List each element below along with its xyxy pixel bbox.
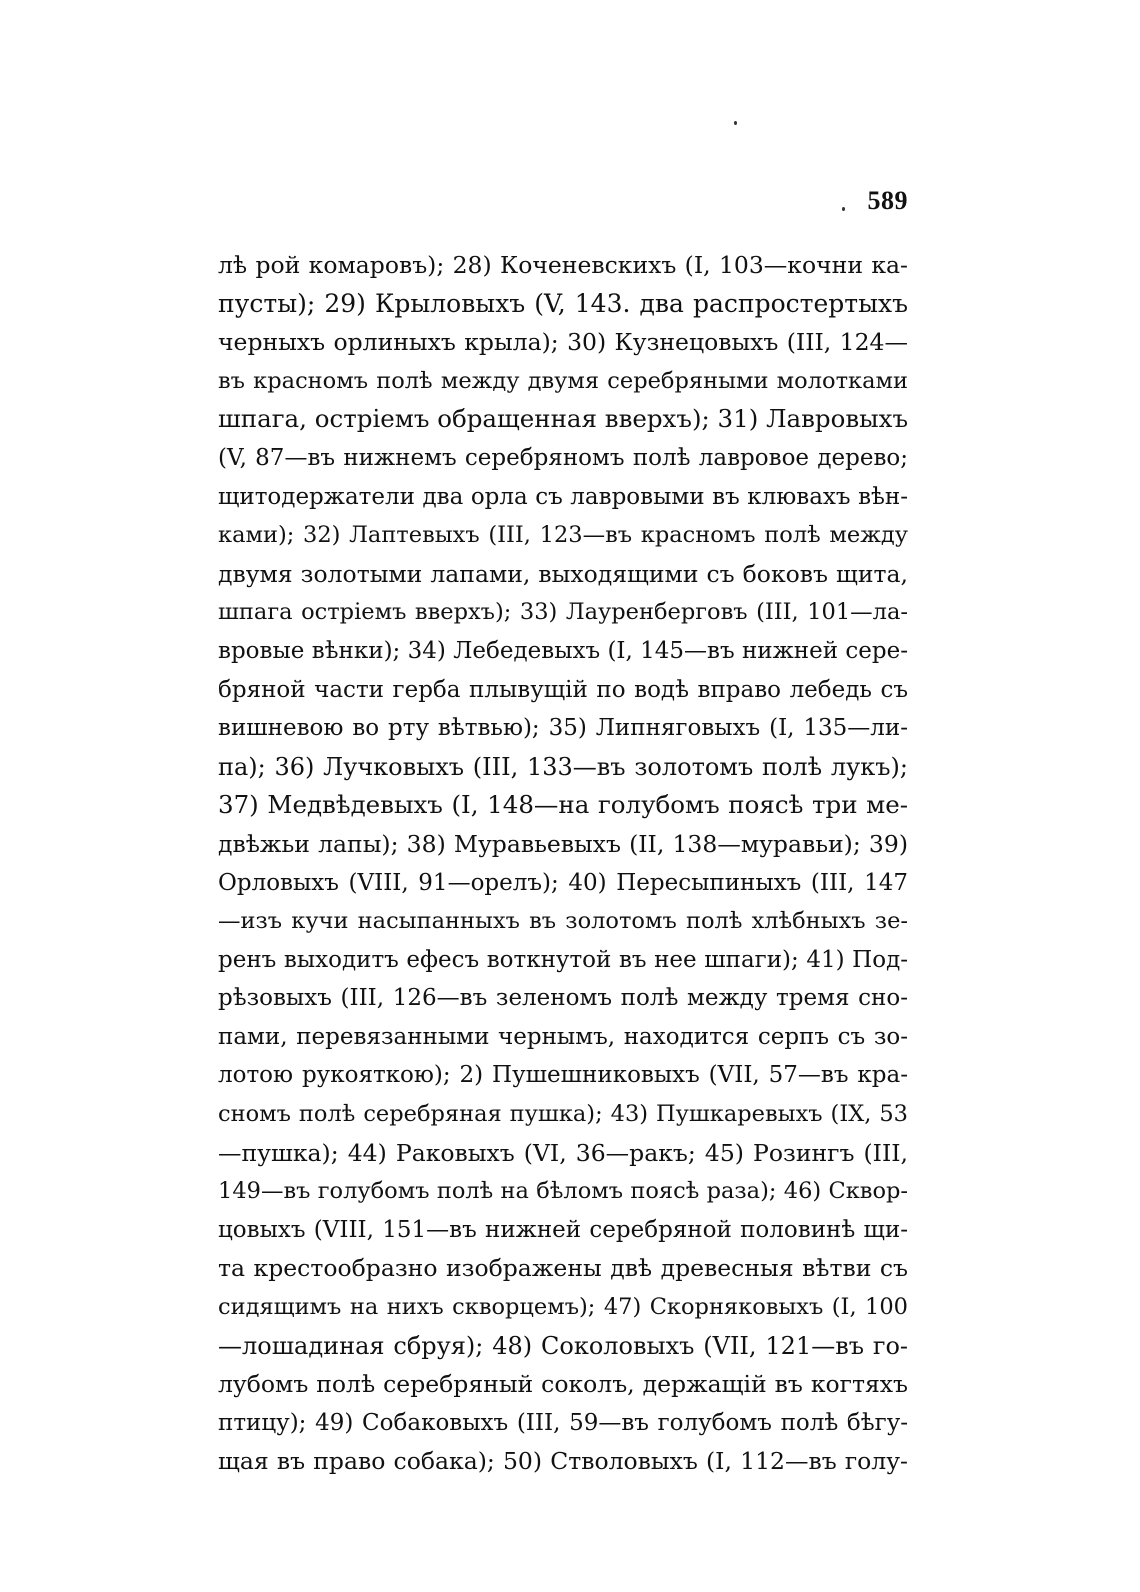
page-number: 589 <box>867 186 908 215</box>
text-line: шпага, остріемъ обращенная вверхъ); 31) Лавровыхъ <box>218 404 908 434</box>
text-line: сномъ полѣ серебряная пушка); 43) Пушкаревыхъ (IX, 53 <box>218 1101 908 1128</box>
text-line: въ красномъ полѣ между двумя серебряными молотками <box>218 367 908 394</box>
print-speck <box>734 121 737 125</box>
text-line: Орловыхъ (VIII, 91—орелъ); 40) Пересыпиныхъ (III, 147 <box>218 869 908 896</box>
text-line: цовыхъ (VIII, 151—въ нижней серебряной половинѣ щи- <box>218 1216 908 1243</box>
text-line: лубомъ полѣ серебряный соколъ, держащій въ когтяхъ <box>218 1370 908 1399</box>
text-line: па); 36) Лучковыхъ (III, 133—въ золотомъ полѣ лукъ); <box>218 752 908 781</box>
text-line: 37) Медвѣдевыхъ (I, 148—на голубомъ поясѣ три ме- <box>218 790 908 820</box>
text-line: черныхъ орлиныхъ крыла); 30) Кузнецовыхъ (III, 124— <box>218 328 908 357</box>
text-line: ками); 32) Лаптевыхъ (III, 123—въ красномъ полѣ между <box>218 522 908 549</box>
text-line: рѣзовыхъ (III, 126—въ зеленомъ полѣ между тремя сно- <box>218 985 908 1012</box>
text-line: лотою рукояткою); 2) Пушешниковыхъ (VII, 57—въ кра- <box>218 1062 908 1089</box>
text-line: сидящимъ на нихъ скворцемъ); 47) Скорняковыхъ (I, 100 <box>218 1294 908 1321</box>
print-speck <box>842 207 845 211</box>
text-line: шпага остріемъ вверхъ); 33) Лауренберговъ (III, 101—ла- <box>218 599 908 626</box>
text-line: —изъ кучи насыпанныхъ въ золотомъ полѣ хлѣбныхъ зе- <box>218 908 908 935</box>
text-line: ренъ выходитъ ефесъ воткнутой въ нее шпаги); 41) Под- <box>218 946 908 973</box>
text-line: вровые вѣнки); 34) Лебедевыхъ (I, 145—въ нижней сере- <box>218 637 908 664</box>
text-line: —лошадиная сбруя); 48) Соколовыхъ (VII, 121—въ го- <box>218 1331 908 1360</box>
text-line: щая въ право собака); 50) Стволовыхъ (I, 112—въ голу- <box>218 1447 908 1476</box>
text-line: бряной части герба плывущій по водѣ вправо лебедь съ <box>218 676 908 703</box>
text-line: пусты); 29) Крыловыхъ (V, 143. два распростертыхъ <box>218 288 908 318</box>
body-text <box>218 246 908 1481</box>
text-line: (V, 87—въ нижнемъ серебряномъ полѣ лавровое дерево; <box>218 444 908 471</box>
text-line: птицу); 49) Собаковыхъ (III, 59—въ голубомъ полѣ бѣгу- <box>218 1409 908 1436</box>
text-line: двумя золотыми лапами, выходящими съ боковъ щита, <box>218 559 908 588</box>
text-line: пами, перевязанными чернымъ, находится серпъ съ зо- <box>218 1023 908 1050</box>
text-line: вишневою во рту вѣтвью); 35) Липняговыхъ (I, 135—ли- <box>218 715 908 742</box>
text-line: —пушка); 44) Раковыхъ (VI, 36—ракъ; 45) Розингъ (III, <box>218 1138 908 1167</box>
text-line: двѣжьи лапы); 38) Муравьевыхъ (II, 138—муравьи); 39) <box>218 829 908 858</box>
text-line: 149—въ голубомъ полѣ на бѣломъ поясѣ раза); 46) Сквор- <box>218 1178 908 1205</box>
text-line: лѣ рой комаровъ); 28) Коченевскихъ (I, 103—кочни ка- <box>218 251 908 279</box>
text-line: та крестообразно изображены двѣ древесныя вѣтви съ <box>218 1254 908 1283</box>
text-line: щитодержатели два орла съ лавровыми въ клювахъ вѣн- <box>218 483 908 510</box>
